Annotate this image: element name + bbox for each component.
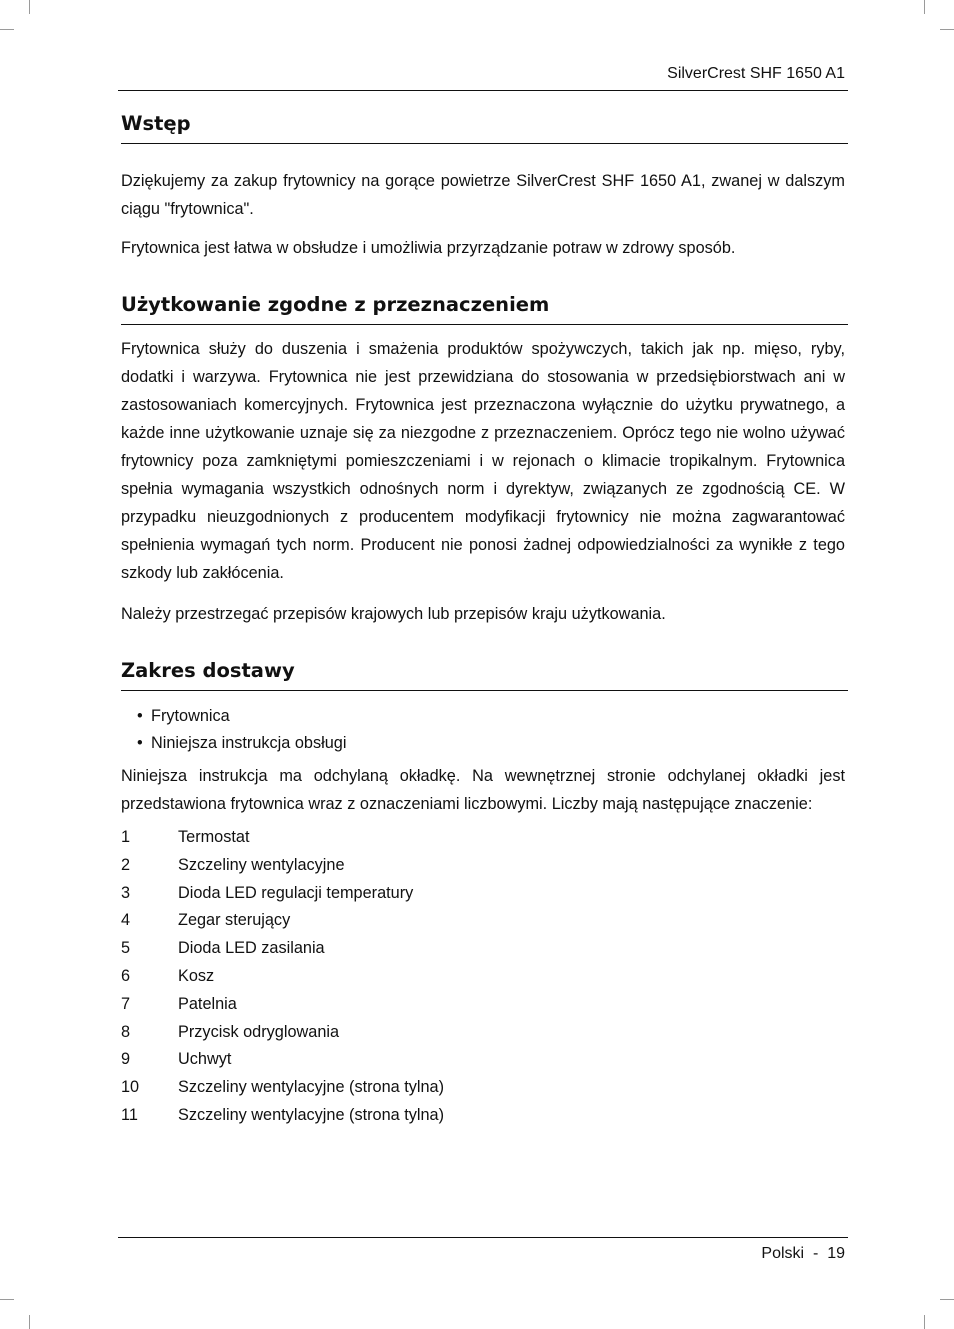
document-title: SilverCrest SHF 1650 A1 bbox=[667, 65, 845, 82]
section-heading-intended-use: Użytkowanie zgodne z przeznaczeniem bbox=[121, 289, 848, 325]
legend-row bbox=[121, 935, 845, 963]
legend-label: Szczeliny wentylacyjne (strona tylna) bbox=[178, 1078, 445, 1097]
crop-mark-left-top bbox=[0, 29, 14, 30]
crop-mark-bottom-right bbox=[924, 1315, 925, 1329]
delivery-bullet-list bbox=[121, 703, 845, 757]
legend-label: Patelnia bbox=[178, 994, 237, 1013]
bullet-icon: • bbox=[137, 707, 143, 725]
legend-label: Kosz bbox=[178, 966, 215, 985]
legend-row bbox=[121, 1102, 845, 1130]
legend-label: Termostat bbox=[178, 828, 250, 846]
delivery-intro-paragraph: Niniejsza instrukcja ma odchylaną okładkę. Na wewnętrznej stronie odchylanej okładki jest przedstawiona frytownica wraz z oznaczeniami liczbowymi. Liczby mają następujące znaczenie: bbox=[121, 767, 845, 813]
legend-row bbox=[121, 907, 845, 935]
header-rule bbox=[118, 90, 848, 91]
legend-number: 9 bbox=[121, 1050, 131, 1069]
legend-row bbox=[121, 1019, 845, 1047]
legend-row bbox=[121, 880, 845, 908]
legend-number: 3 bbox=[121, 883, 131, 902]
crop-mark-top-left bbox=[29, 0, 30, 14]
section-intended-use bbox=[121, 289, 845, 628]
legend-number: 4 bbox=[121, 911, 131, 930]
legend-label: Uchwyt bbox=[178, 1050, 232, 1069]
legend-label: Dioda LED zasilania bbox=[178, 939, 325, 958]
intended-use-paragraph-1: Frytownica służy do duszenia i smażenia produktów spożywczych, takich jak np. mięso, ryby, dodatki i warzywa. Frytownica nie jest przewidziana do stosowania w przedsiębiorstwach ani w zastosowaniach komercyjnych. Frytownica jest przeznaczona wyłącznie do użytku prywatnego, a każde inne użytkowanie uznaje się za niezgodne z przeznaczeniem. Oprócz tego nie wolno używać frytownicy poza zamkniętymi pomieszczeniami i w rejonach o klimacie tropikalnym. Frytownica spełnia wymagania wszystkich odnośnych norm i dyrektyw, związanych ze zgodnością CE. W przypadku nieuzgodnionych z producentem modyfikacji frytownicy nie można zagwarantować spełnienia wymagań tych norm. Producent nie ponosi żadnej odpowiedzialności za wynikłe z tego szkody lub zakłócenia. bbox=[121, 340, 845, 582]
legend-number: 7 bbox=[121, 994, 131, 1013]
legend-number: 1 bbox=[121, 828, 131, 846]
section-intro bbox=[121, 108, 845, 262]
legend-label: Przycisk odryglowania bbox=[178, 1022, 340, 1041]
legend-row bbox=[121, 1074, 845, 1102]
legend-label: Dioda LED regulacji temperatury bbox=[178, 883, 414, 902]
list-item-label: Frytownica bbox=[151, 707, 230, 725]
crop-mark-left-bottom bbox=[0, 1299, 14, 1300]
legend-label: Szczeliny wentylacyjne bbox=[178, 855, 345, 874]
section-heading-intro: Wstęp bbox=[121, 108, 848, 144]
legend-row bbox=[121, 1046, 845, 1074]
bullet-icon: • bbox=[137, 734, 143, 752]
intro-paragraph-2: Frytownica jest łatwa w obsłudze i umożliwia przyrządzanie potraw w zdrowy sposób. bbox=[121, 239, 736, 257]
intro-paragraph-1: Dziękujemy za zakup frytownicy na gorące powietrze SilverCrest SHF 1650 A1, zwanej w dalszym ciągu "frytownica". bbox=[121, 172, 845, 218]
legend-number: 8 bbox=[121, 1022, 131, 1041]
page-number: Polski - 19 bbox=[761, 1245, 845, 1262]
section-heading-delivery-scope: Zakres dostawy bbox=[121, 655, 848, 691]
list-item bbox=[137, 730, 845, 757]
page-header bbox=[118, 62, 848, 91]
parts-legend bbox=[121, 824, 845, 1130]
legend-number: 6 bbox=[121, 966, 131, 985]
section-delivery-scope bbox=[121, 655, 845, 1130]
crop-mark-right-top bbox=[940, 29, 954, 30]
legend-row bbox=[121, 963, 845, 991]
page-footer bbox=[118, 1237, 848, 1266]
legend-label: Szczeliny wentylacyjne (strona tylna) bbox=[178, 1105, 445, 1124]
legend-number: 10 bbox=[121, 1078, 140, 1097]
crop-mark-bottom-left bbox=[29, 1315, 30, 1329]
crop-mark-top-right bbox=[924, 0, 925, 14]
list-item bbox=[137, 703, 845, 730]
legend-number: 2 bbox=[121, 855, 131, 874]
legend-number: 11 bbox=[121, 1105, 138, 1124]
list-item-label: Niniejsza instrukcja obsługi bbox=[151, 734, 347, 752]
legend-number: 5 bbox=[121, 939, 131, 958]
intended-use-paragraph-2: Należy przestrzegać przepisów krajowych lub przepisów kraju użytkowania. bbox=[121, 605, 666, 623]
legend-row bbox=[121, 852, 845, 880]
page-content bbox=[121, 108, 845, 1130]
legend-row bbox=[121, 991, 845, 1019]
footer-rule bbox=[118, 1237, 848, 1238]
legend-label: Zegar sterujący bbox=[178, 911, 291, 930]
crop-mark-right-bottom bbox=[940, 1299, 954, 1300]
legend-row bbox=[121, 824, 845, 852]
